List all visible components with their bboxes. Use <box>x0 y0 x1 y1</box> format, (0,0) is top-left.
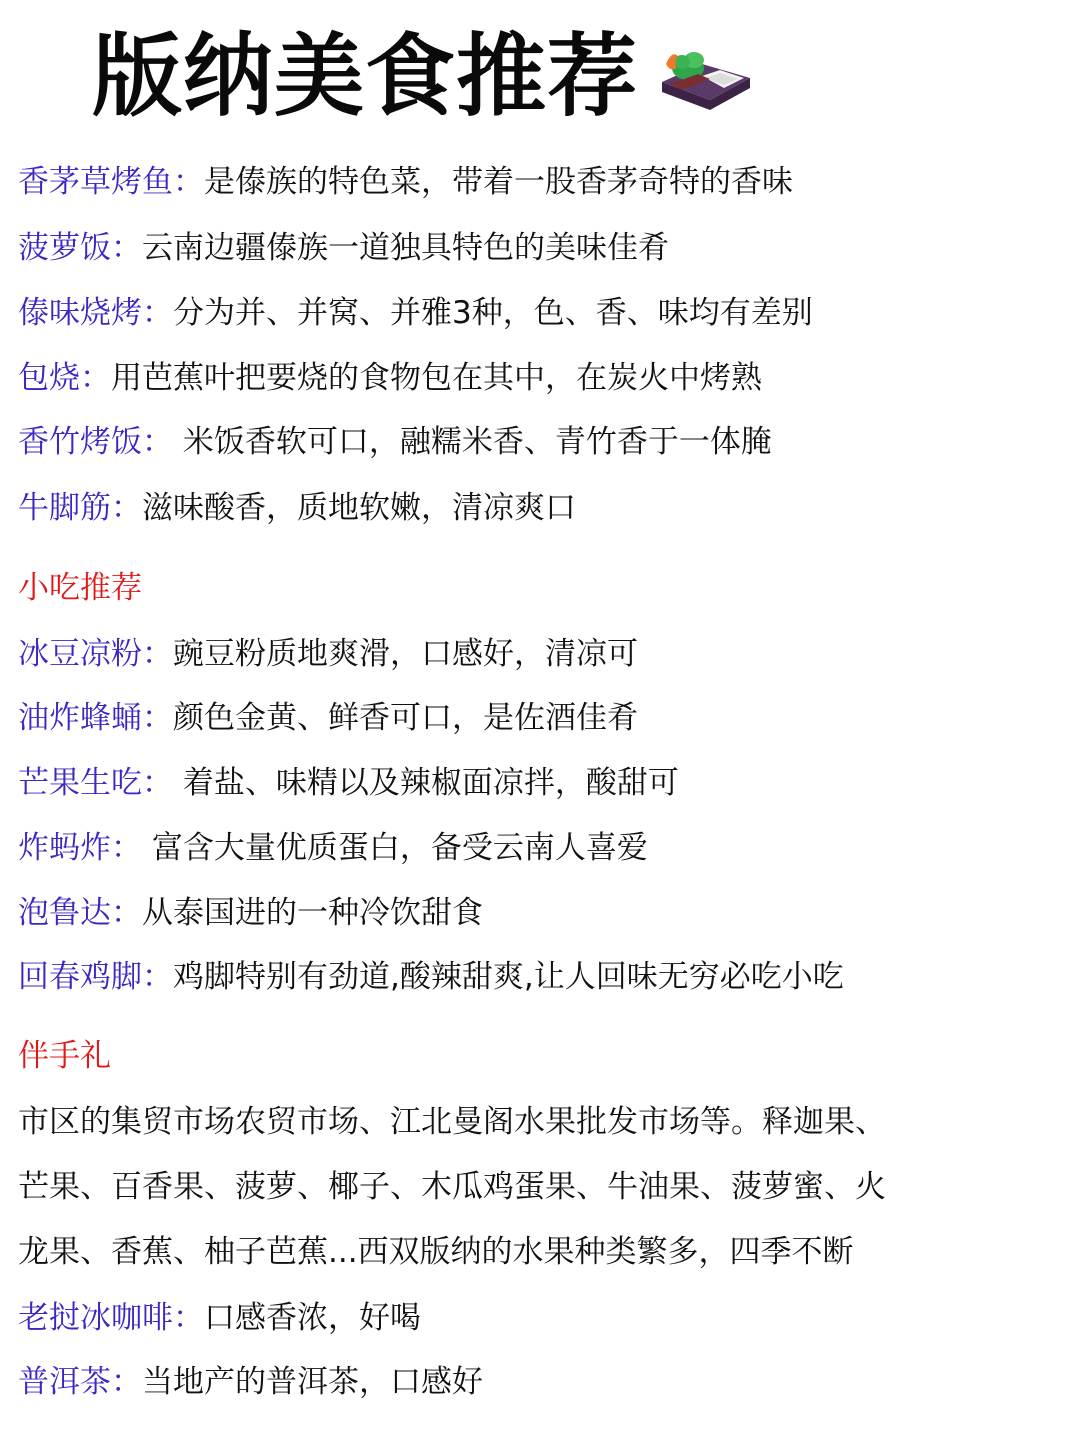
page-title: 版纳美食推荐 <box>92 24 638 129</box>
item-label: 普洱茶： <box>18 1364 142 1400</box>
item-description: 鸡脚特别有劲道,酸辣甜爽,让人回味无穷必吃小吃 <box>173 959 844 995</box>
item-label: 油炸蜂蛹： <box>18 700 173 736</box>
title-row <box>92 22 754 132</box>
dish-item <box>18 291 813 335</box>
drink-item <box>18 1360 483 1404</box>
snack-item <box>18 955 844 999</box>
item-label: 冰豆凉粉： <box>18 636 173 672</box>
section-heading-gifts: 伴手礼 <box>18 1038 111 1074</box>
item-description: 是傣族的特色菜，带着一股香茅奇特的香味 <box>204 164 793 200</box>
item-label: 傣味烧烤： <box>18 295 173 331</box>
snack-item <box>18 696 638 740</box>
snack-item <box>18 826 648 870</box>
item-label: 包烧： <box>18 360 111 396</box>
item-label: 芒果生吃： <box>18 765 173 801</box>
item-label: 香茅草烤鱼： <box>18 164 204 200</box>
snack-item <box>18 891 483 935</box>
item-description: 云南边疆傣族一道独具特色的美味佳肴 <box>142 230 669 266</box>
item-description: 用芭蕉叶把要烧的食物包在其中，在炭火中烤熟 <box>111 360 762 396</box>
dish-item <box>18 420 772 464</box>
item-description: 当地产的普洱茶，口感好 <box>142 1364 483 1400</box>
item-description: 口感香浓，好喝 <box>204 1300 421 1336</box>
item-label: 回春鸡脚： <box>18 959 173 995</box>
dish-item <box>18 356 762 400</box>
item-label: 菠萝饭： <box>18 230 142 266</box>
gifts-paragraph-line: 龙果、香蕉、柚子芭蕉...西双版纳的水果种类繁多，四季不断 <box>18 1234 854 1270</box>
section-heading-snacks: 小吃推荐 <box>18 570 142 606</box>
item-description: 富含大量优质蛋白，备受云南人喜爱 <box>142 830 648 866</box>
dish-item <box>18 160 793 204</box>
item-description: 从泰国进的一种冷饮甜食 <box>142 895 483 931</box>
item-description: 分为并、并窝、并雅3种，色、香、味均有差别 <box>173 295 813 331</box>
item-label: 香竹烤饭： <box>18 424 173 460</box>
dish-item <box>18 486 576 530</box>
snack-item <box>18 632 638 676</box>
item-description: 着盐、味精以及辣椒面凉拌，酸甜可 <box>173 765 679 801</box>
item-label: 泡鲁达： <box>18 895 142 931</box>
item-label: 牛脚筋： <box>18 490 142 526</box>
item-label: 炸蚂炸： <box>18 830 142 866</box>
item-description: 豌豆粉质地爽滑，口感好，清凉可 <box>173 636 638 672</box>
bento-box-icon <box>658 42 754 112</box>
snack-item <box>18 761 679 805</box>
item-description: 滋味酸香，质地软嫩，清凉爽口 <box>142 490 576 526</box>
dish-item <box>18 226 669 270</box>
drink-item <box>18 1296 421 1340</box>
gifts-paragraph-line: 市区的集贸市场农贸市场、江北曼阁水果批发市场等。释迦果、 <box>18 1104 886 1140</box>
gifts-paragraph-line: 芒果、百香果、菠萝、椰子、木瓜鸡蛋果、牛油果、菠萝蜜、火 <box>18 1169 886 1205</box>
item-description: 颜色金黄、鲜香可口，是佐酒佳肴 <box>173 700 638 736</box>
item-label: 老挝冰咖啡： <box>18 1300 204 1336</box>
item-description: 米饭香软可口，融糯米香、青竹香于一体腌 <box>173 424 772 460</box>
